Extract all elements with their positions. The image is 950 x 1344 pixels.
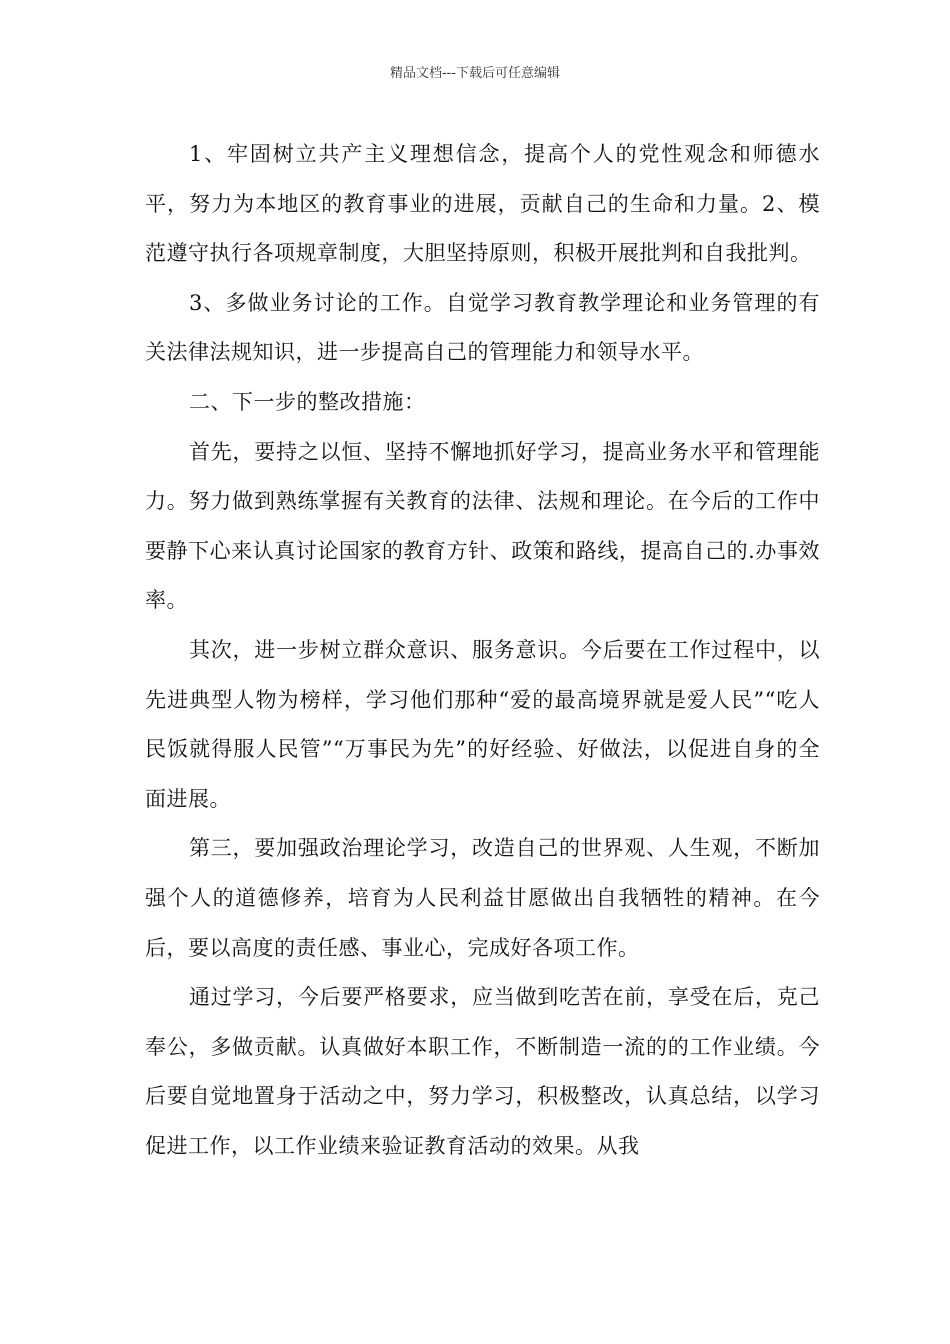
paragraph-2: 3、多做业务讨论的工作。自觉学习教育教学理论和业务管理的有关法律法规知识，进一步提高自己的管理能力和领导水平。 — [145, 290, 820, 365]
paragraph-3: 首先，要持之以恒、坚持不懈地抓好学习，提高业务水平和管理能力。努力做到熟练掌握有关教育的法律、法规和理论。在今后的工作中要静下心来认真讨论国家的教育方针、政策和路线，提高自己的.办事效率。 — [145, 439, 820, 613]
paragraph-1: 1、牢固树立共产主义理想信念，提高个人的党性观念和师德水平，努力为本地区的教育事业的进展，贡献自己的生命和力量。2、模范遵守执行各项规章制度，大胆坚持原则，积极开展批判和自我批判。 — [145, 142, 820, 266]
section-heading: 二、下一步的整改措施： — [189, 389, 426, 414]
document-body — [145, 130, 820, 1171]
page-header: 精品文档---下载后可任意编辑 — [389, 66, 561, 81]
paragraph-5: 第三，要加强政治理论学习，改造自己的世界观、人生观，不断加强个人的道德修养，培育为人民利益甘愿做出自我牺牲的精神。在今后，要以高度的责任感、事业心，完成好各项工作。 — [145, 836, 820, 960]
paragraph-6: 通过学习，今后要严格要求，应当做到吃苦在前，享受在后，克己奉公，多做贡献。认真做好本职工作，不断制造一流的的工作业绩。今后要自觉地置身于活动之中，努力学习，积极整改，认真总结，以学习促进工作，以工作业绩来验证教育活动的效果。从我 — [145, 985, 820, 1158]
paragraph-4: 其次，进一步树立群众意识、服务意识。今后要在工作过程中，以先进典型人物为榜样，学习他们那种“爱的最高境界就是爱人民”“吃人民饭就得服人民管”“万事民为先”的好经验、好做法，以促进自身的全面进展。 — [145, 637, 820, 811]
